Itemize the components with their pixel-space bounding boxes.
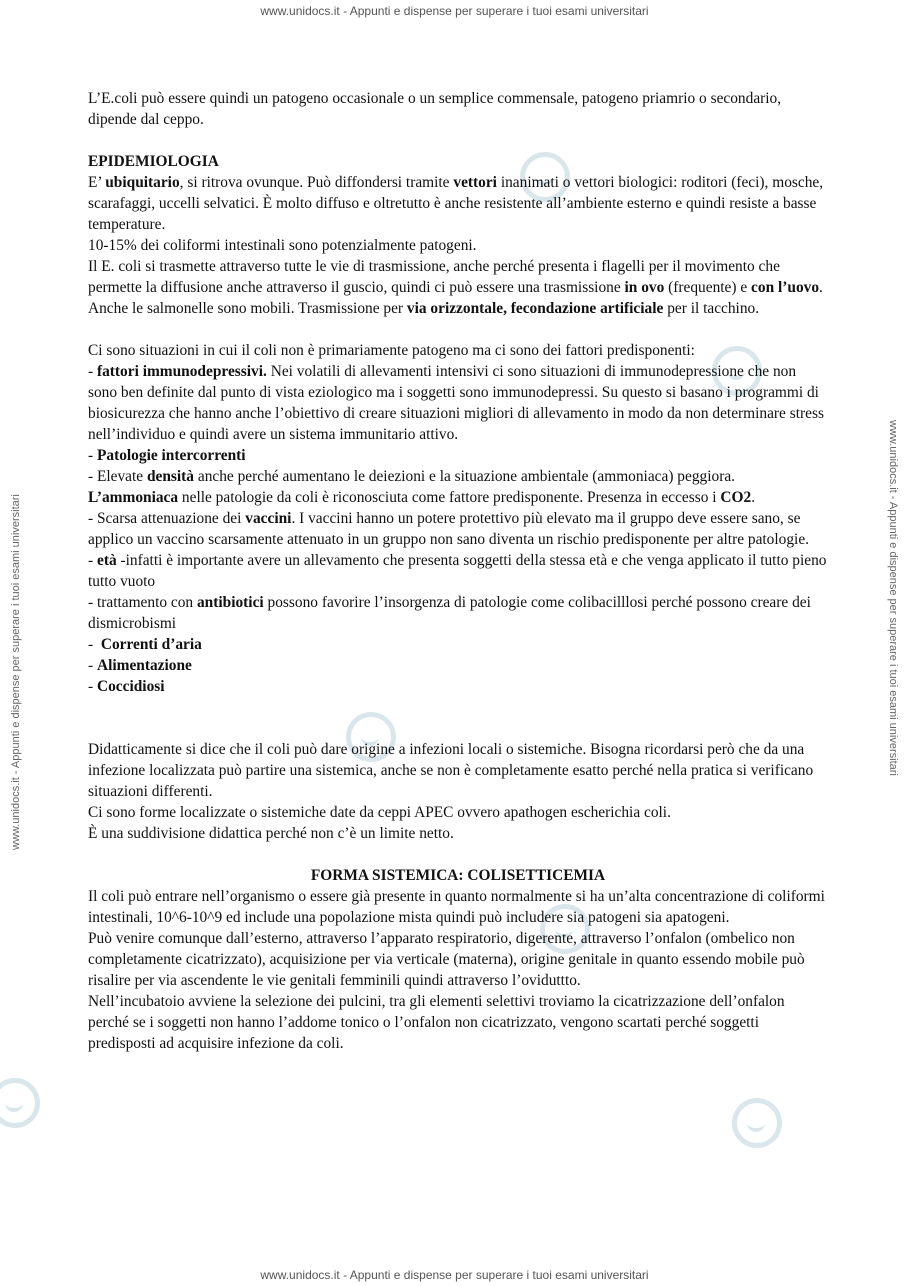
sistemica-paragraph-1: Il coli può entrare nell’organismo o essere già presente in quanto normalmente si ha un’alta concentrazione di coliformi intestinali, 10^6-10^9 ed include una popolazione mista quindi può includere sia patogeni sia apatogeni. <box>88 888 825 926</box>
fattore-eta: - età -infatti è importante avere un allevamento che presenta soggetti della stessa età e che venga applicato il tutto pieno tutto vuoto <box>88 552 827 590</box>
right-margin-watermark: www.unidocs.it - Appunti e dispense per superare i tuoi esami universitari <box>887 420 899 776</box>
fattore-coccidiosi: - Coccidiosi <box>88 678 165 695</box>
intro-paragraph: L’E.coli può essere quindi un patogeno occasionale o un semplice commensale, patogeno priamrio o secondario, dipende dal ceppo. <box>88 90 782 128</box>
sistemica-paragraph-2: Può venire comunque dall’esterno, attraverso l’apparato respiratorio, digerente, attraverso l’onfalon (ombelico non completamente cicatrizzato), acquisizione per via verticale (materna), origine genitale in quanto essendo mobile può risalire per via ascendente le vie genitali femminili quindi attraverso l’oviduttto. <box>88 930 805 989</box>
fattore-vaccini: - Scarsa attenuazione dei vaccini. I vaccini hanno un potere protettivo più elevato ma il gruppo deve essere sano, se applico un vaccino scarsamente attenuato in un gruppo non sano diventa un rischio predisponente per altre patologie. <box>88 510 810 548</box>
watermark-logo-icon <box>732 1098 782 1148</box>
fattore-densita: - Elevate densità anche perché aumentano le deiezioni e la situazione ambientale (ammoniaca) peggiora. L’ammoniaca nelle patologie da coli è riconosciuta come fattore predisponente. Presenza in eccesso i CO2. <box>88 468 756 506</box>
fattore-alimentazione: - Alimentazione <box>88 657 192 674</box>
infezioni-paragraph-2: Ci sono forme localizzate o sistemiche date da ceppi APEC ovvero apathogen escherichia coli. <box>88 804 671 821</box>
sistemica-heading: FORMA SISTEMICA: COLISETTICEMIA <box>310 867 606 884</box>
page-footer-watermark: www.unidocs.it - Appunti e dispense per superare i tuoi esami universitari <box>260 1268 649 1282</box>
epidemiologia-paragraph-1: E’ ubiquitario, si ritrova ovunque. Può diffondersi tramite vettori inanimati o vettori biologici: roditori (feci), mosche, scarafaggi, uccelli selvatici. È molto diffuso e oltretutto è anche resistente all’ambiente esterno e quindi resiste a basse temperature. <box>88 174 824 233</box>
epidemiologia-paragraph-3: Il E. coli si trasmette attraverso tutte le vie di trasmissione, anche perché presenta i flagelli per il movimento che permette la diffusione anche attraverso il guscio, quindi ci può essere una trasmissione in ovo (frequente) e con l’uovo. Anche le salmonelle sono mobili. Trasmissione per via orizzontale, fecondazione artificiale per il tacchino. <box>88 258 823 317</box>
document-body <box>88 88 828 1054</box>
sistemica-paragraph-3: Nell’incubatoio avviene la selezione dei pulcini, tra gli elementi selettivi troviamo la cicatrizzazione dell’onfalon perché se i soggetti non hanno l’addome tonico o l’onfalon non cicatrizzato, vengono scartati perché soggetti predisposti ad acquisire infezione da coli. <box>88 993 785 1052</box>
watermark-logo-icon <box>0 1078 40 1128</box>
left-margin-watermark: www.unidocs.it - Appunti e dispense per superare i tuoi esami universitari <box>10 494 22 850</box>
fattore-correnti: - Correnti d’aria <box>88 636 202 653</box>
infezioni-paragraph-3: È una suddivisione didattica perché non c’è un limite netto. <box>88 825 454 842</box>
fattore-patologie: - Patologie intercorrenti <box>88 447 246 464</box>
page-header-watermark: www.unidocs.it - Appunti e dispense per superare i tuoi esami universitari <box>260 4 649 18</box>
epidemiologia-heading: EPIDEMIOLOGIA <box>88 153 219 170</box>
fattore-antibiotici: - trattamento con antibiotici possono favorire l’insorgenza di patologie come colibacilllosi perché possono creare dei dismicrobismi <box>88 594 811 632</box>
fattore-immunodepressivi: - fattori immunodepressivi. Nei volatili di allevamenti intensivi ci sono situazioni di immunodepressione che non sono ben definite dal punto di vista eziologico ma i soggetti sono immunodepressi. Su questo si basano i programmi di biosicurezza che hanno anche l’obiettivo di creare situazioni migliori di allevamento in modo da non determinare stress nell’individuo e quindi avere un sistema immunitario attivo. <box>88 363 824 443</box>
fattori-intro: Ci sono situazioni in cui il coli non è primariamente patogeno ma ci sono dei fattori predisponenti: <box>88 342 695 359</box>
infezioni-paragraph-1: Didatticamente si dice che il coli può dare origine a infezioni locali o sistemiche. Bisogna ricordarsi però che da una infezione localizzata può partire una sistemica, anche se non è completamente esatto perché nella pratica si verificano situazioni differenti. <box>88 741 814 800</box>
epidemiologia-paragraph-2: 10-15% dei coliformi intestinali sono potenzialmente patogeni. <box>88 237 477 254</box>
